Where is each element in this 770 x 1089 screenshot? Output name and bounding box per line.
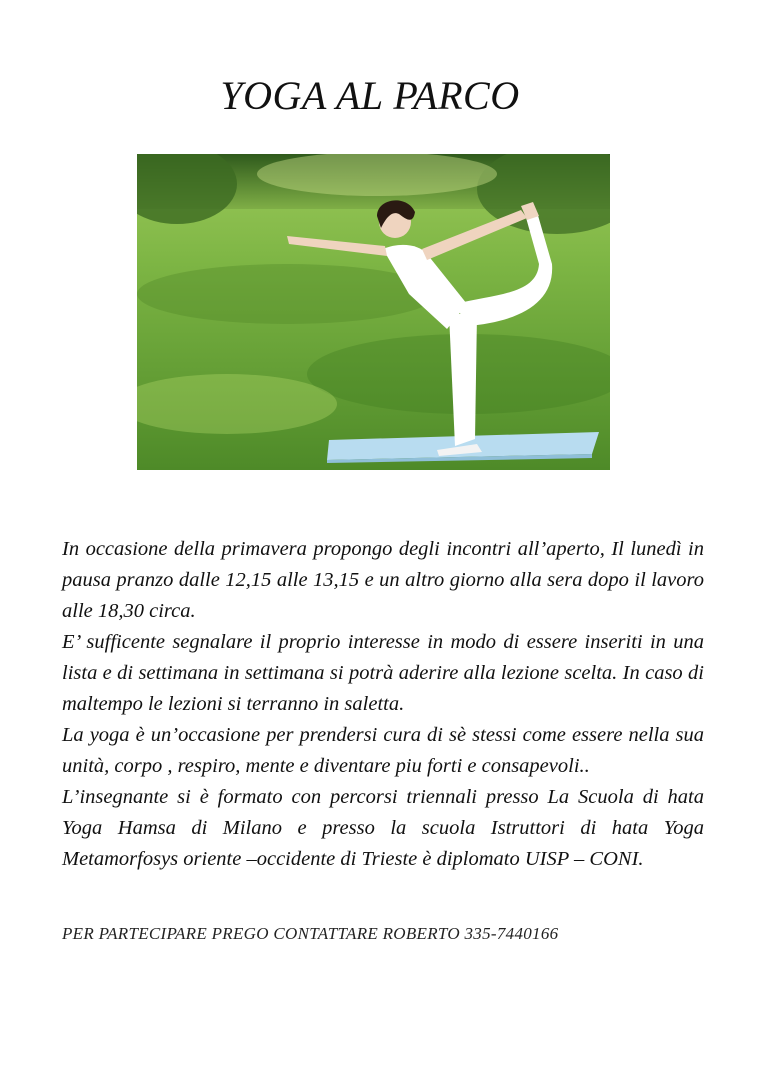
description-text <box>62 534 704 875</box>
paragraph-benefits: La yoga è un’occasione per prendersi cura di sè stessi come essere nella sua unità, corpo , respiro, mente e diventare piu forti e consapevoli.. <box>62 724 704 777</box>
contact-line: PER PARTECIPARE PREGO CONTATTARE ROBERTO 335-7440166 <box>62 924 559 943</box>
paragraph-schedule: In occasione della primavera propongo degli incontri all’aperto, Il lunedì in pausa pranzo dalle 12,15 alle 13,15 e un altro giorno alla sera dopo il lavoro alle 18,30 circa. <box>62 538 704 622</box>
yoga-photo <box>137 154 610 470</box>
page-title: YOGA AL PARCO <box>220 73 520 118</box>
paragraph-instructor: L’insegnante si è formato con percorsi triennali presso La Scuola di hata Yoga Hamsa di Milano e presso la scuola Istruttori di hata Yoga Metamorfosys oriente –occidente di Trieste è diplomato UISP – CONI. <box>62 786 704 870</box>
paragraph-registration: E’ sufficente segnalare il proprio interesse in modo di essere inseriti in una lista e di settimana in settimana si potrà aderire alla lezione scelta. In caso di maltempo le lezioni si terranno in saletta. <box>62 631 704 715</box>
